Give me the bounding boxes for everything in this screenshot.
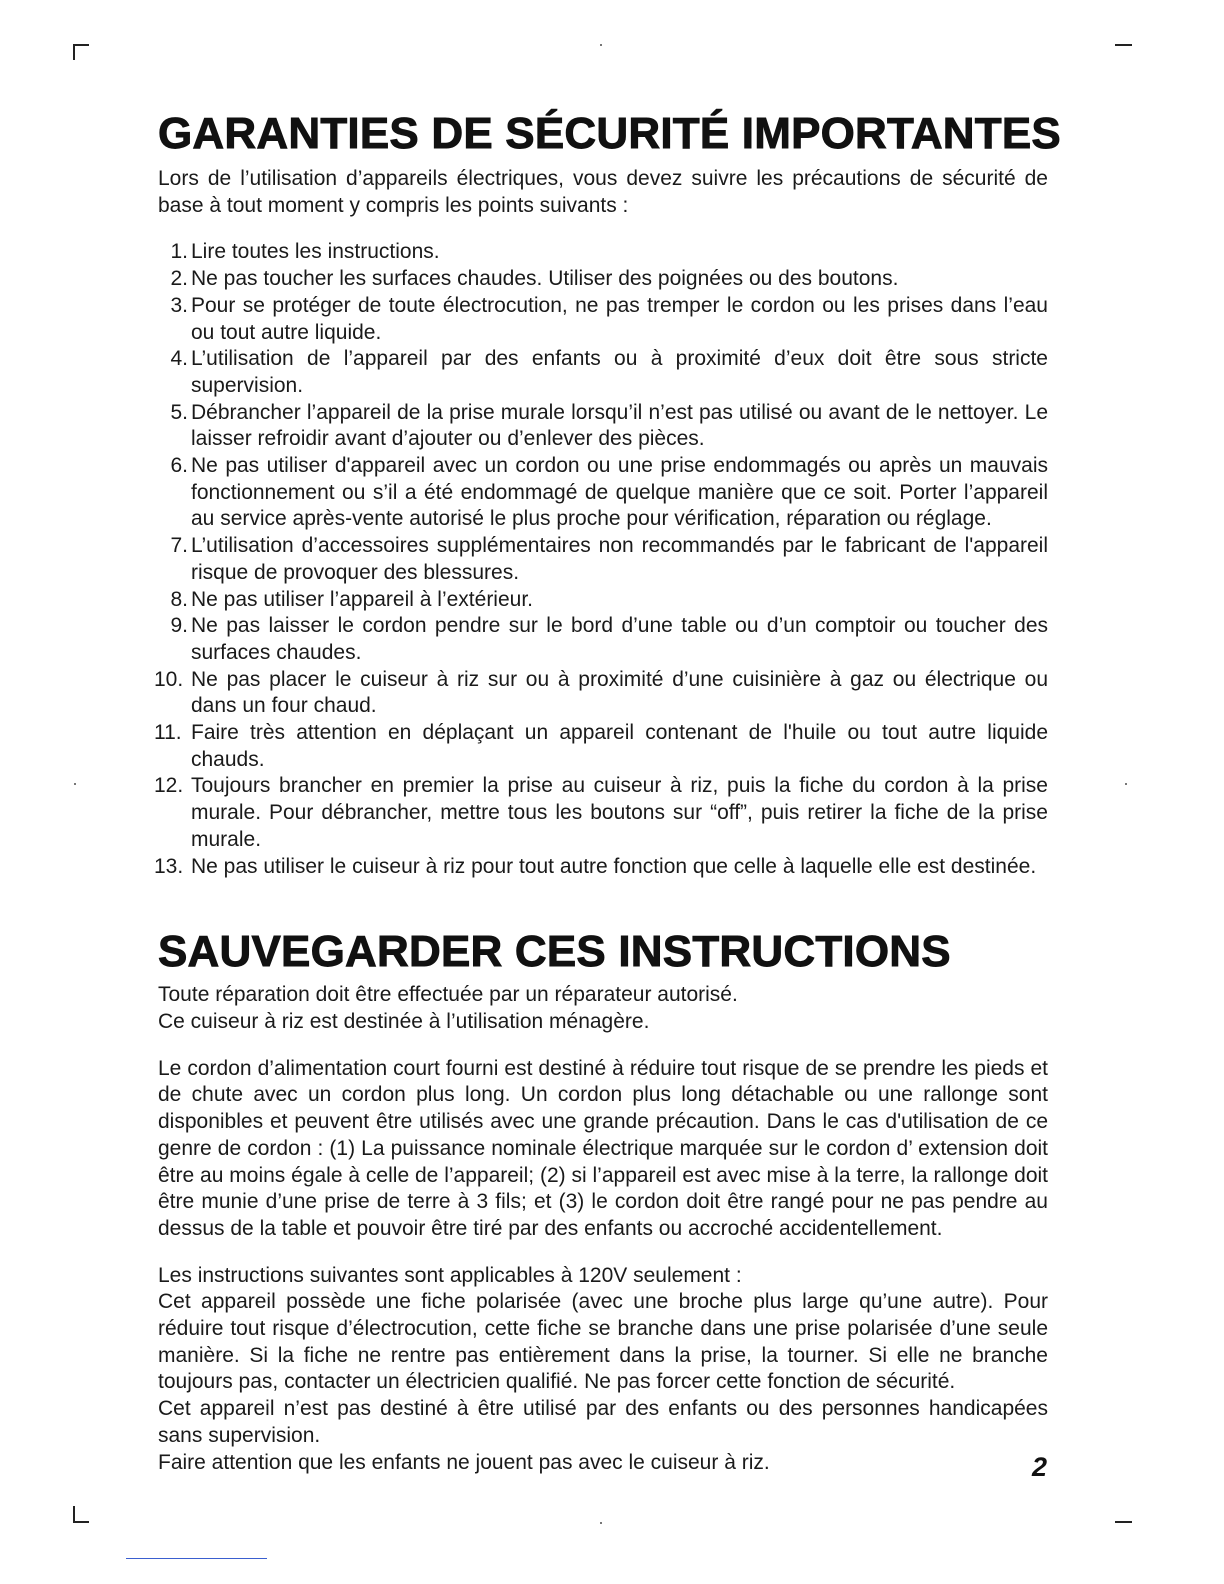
list-item: [158, 239, 1048, 266]
crop-mark-bottom-right: [1115, 1521, 1132, 1523]
repair-line: Toute réparation doit être effectuée par un réparateur autorisé.: [158, 983, 738, 1007]
crop-mark-top-left-vertical: [73, 44, 75, 60]
crop-mark-top-right: [1115, 44, 1132, 46]
item-text: Débrancher l’appareil de la prise murale lorsqu’il n’est pas utilisé ou avant de le nettoyer. Le laisser refroidir avant d’ajouter ou d’enlever des pièces.: [191, 400, 1048, 451]
item-text: L’utilisation de l’appareil par des enfants ou à proximité d’eux doit être sous stricte supervision.: [191, 347, 1048, 397]
item-text: Faire très attention en déplaçant un appareil contenant de l'huile ou tout autre liquide chauds.: [191, 721, 1048, 771]
item-number: 10.: [154, 667, 184, 691]
item-number: 11.: [154, 721, 182, 745]
manual-page: [154, 108, 1061, 1476]
list-item: [158, 453, 1048, 533]
list-item: [158, 533, 1048, 586]
safety-rules-list: [154, 239, 1048, 880]
safety-title: GARANTIES DE SÉCURITÉ IMPORTANTES: [158, 109, 1061, 158]
registration-dot-left: [74, 783, 76, 785]
household-line: Ce cuiseur à riz est destinée à l’utilisation ménagère.: [158, 1009, 650, 1033]
list-item: [158, 400, 1048, 453]
registration-dot-top: [600, 44, 602, 46]
cord-paragraph: Le cordon d’alimentation court fourni est destiné à réduire tout risque de se prendre les pieds et de chute avec un cordon plus long. Un cordon plus long détachable ou une rallonge sont disponibles et peuvent être utilisés avec une grande précaution. Dans le cas d'utilisation de ce genre de cordon : (1) La puissance nominale électrique marquée sur le cordon d’ extension doit être au moins égale à celle de l’appareil; (2) si l’appareil est avec mise à la terre, la rallonge doit être munie d’une prise de terre à 3 fils; et (3) le cordon doit être rangé pour ne pas pendre au dessus de la table et pouvoir être tiré par des enfants ou accroché accidentellement.: [158, 1056, 1048, 1240]
item-number: 9.: [170, 614, 188, 638]
item-text: Pour se protéger de toute électrocution, ne pas tremper le cordon ou les prises dans l’eau ou tout autre liquide.: [191, 293, 1048, 344]
item-text: Ne pas utiliser le cuiseur à riz pour tout autre fonction que celle à laquelle elle est destinée.: [191, 854, 1037, 878]
item-text: Toujours brancher en premier la prise au cuiseur à riz, puis la fiche du cordon à la prise murale. Pour débrancher, mettre tous les boutons sur “off”, puis retirer la fiche de la prise murale.: [191, 774, 1048, 851]
list-item: [154, 720, 1048, 773]
children-line: Faire attention que les enfants ne jouent pas avec le cuiseur à riz.: [158, 1450, 770, 1474]
item-number: 12.: [154, 774, 184, 798]
crop-mark-bottom-left-horizontal: [73, 1521, 89, 1523]
list-item: [158, 346, 1048, 399]
item-number: 1.: [170, 240, 188, 264]
item-text: Ne pas placer le cuiseur à riz sur ou à proximité d’une cuisinière à gaz ou électrique ou dans un four chaud.: [191, 667, 1048, 718]
list-item: [154, 667, 1048, 720]
cord-section: [158, 1056, 1048, 1243]
item-text: Ne pas toucher les surfaces chaudes. Utiliser des poignées ou des boutons.: [191, 267, 899, 291]
repair-notice: [158, 982, 1048, 1035]
list-item: [154, 854, 1048, 881]
list-item: [158, 293, 1048, 346]
safety-intro: Lors de l’utilisation d’appareils électriques, vous devez suivre les précautions de sécurité de base à tout moment y compris les points suivants :: [158, 167, 1048, 217]
item-text: L’utilisation d’accessoires supplémentaires non recommandés par le fabricant de l'appareil risque de provoquer des blessures.: [191, 534, 1048, 584]
item-number: 4.: [170, 347, 188, 371]
registration-dot-bottom: [600, 1522, 602, 1524]
list-item: [154, 773, 1048, 853]
registration-dot-right: [1125, 783, 1127, 785]
crop-mark-top-left-horizontal: [73, 44, 89, 46]
voltage-heading: Les instructions suivantes sont applicables à 120V seulement :: [158, 1263, 742, 1287]
page-number: 2: [1032, 1452, 1048, 1482]
item-number: 6.: [170, 454, 188, 478]
polarized-section: [158, 1263, 1048, 1477]
item-text: Ne pas utiliser l’appareil à l’extérieur.: [191, 587, 533, 611]
list-item: [158, 587, 1048, 614]
footer-underline: [126, 1558, 267, 1559]
item-number: 3.: [170, 293, 188, 317]
item-text: Ne pas utiliser d'appareil avec un cordon ou une prise endommagés ou après un mauvais fonctionnement ou s’il a été endommagé de quelque manière que ce soit. Porter l’appareil au service après-vente autorisé le plus proche pour vérification, réparation ou réglage.: [191, 454, 1048, 531]
list-item: [158, 613, 1048, 666]
save-instructions-title: SAUVEGARDER CES INSTRUCTIONS: [158, 927, 951, 977]
supervision-paragraph: Cet appareil n’est pas destiné à être utilisé par des enfants ou des personnes handicapées sans supervision.: [158, 1397, 1048, 1447]
item-number: 13.: [154, 854, 184, 878]
item-number: 8.: [170, 587, 188, 611]
item-number: 5.: [170, 400, 188, 424]
item-text: Lire toutes les instructions.: [191, 240, 440, 264]
list-item: [158, 266, 1048, 293]
item-number: 2.: [170, 267, 188, 291]
item-number: 7.: [170, 534, 188, 558]
item-text: Ne pas laisser le cordon pendre sur le bord d’une table ou d’un comptoir ou toucher des surfaces chaudes.: [191, 614, 1048, 664]
polarized-paragraph: Cet appareil possède une fiche polarisée (avec une broche plus large qu’une autre). Pour réduire tout risque d’électrocution, cette fiche se branche dans une prise polarisée d’une seule manière. Si la fiche ne rentre pas entièrement dans la prise, la tourner. Si elle ne branche toujours pas, contacter un électricien qualifié. Ne pas forcer cette fonction de sécurité.: [158, 1290, 1048, 1394]
